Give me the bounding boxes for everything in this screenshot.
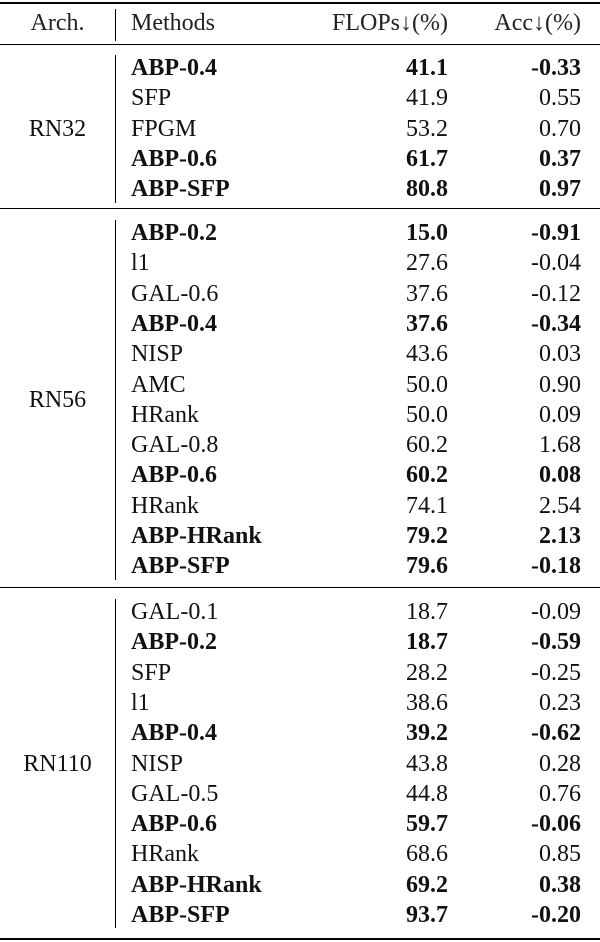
- flops-cell: 41.1: [406, 55, 448, 81]
- flops-cell: 79.2: [406, 523, 448, 549]
- method-cell: ABP-0.4: [131, 55, 217, 81]
- method-cell: HRank: [131, 841, 199, 868]
- flops-cell: 38.6: [406, 689, 448, 716]
- arch-label: RN56: [28, 386, 87, 413]
- acc-cell: 0.85: [539, 841, 581, 868]
- acc-cell: -0.12: [531, 280, 581, 307]
- flops-cell: 43.6: [406, 341, 448, 368]
- top-rule: [0, 2, 600, 4]
- method-cell: ABP-SFP: [131, 553, 230, 580]
- header-rule: [0, 44, 600, 45]
- flops-cell: 39.2: [406, 720, 448, 747]
- method-cell: ABP-0.4: [131, 310, 217, 337]
- header-arch: Arch.: [30, 10, 85, 36]
- flops-cell: 15.0: [406, 220, 448, 246]
- acc-cell: 2.13: [539, 523, 581, 549]
- acc-cell: 0.23: [539, 689, 581, 716]
- acc-cell: -0.34: [531, 310, 581, 337]
- method-cell: ABP-0.6: [131, 145, 217, 172]
- acc-cell: -0.04: [531, 250, 581, 277]
- flops-cell: 61.7: [406, 145, 448, 172]
- group-separator-rule: [0, 208, 600, 209]
- flops-cell: 50.0: [406, 401, 448, 428]
- acc-cell: 0.37: [539, 145, 581, 172]
- flops-cell: 60.2: [406, 432, 448, 459]
- header-flops: FLOPs↓(%): [331, 10, 448, 36]
- method-cell: NISP: [131, 341, 184, 368]
- method-cell: AMC: [131, 371, 186, 398]
- acc-cell: -0.62: [531, 720, 581, 747]
- method-cell: l1: [131, 250, 150, 277]
- flops-cell: 69.2: [406, 871, 448, 898]
- acc-cell: 2.54: [539, 492, 581, 519]
- acc-cell: -0.25: [531, 659, 581, 686]
- flops-cell: 37.6: [406, 310, 448, 337]
- acc-cell: -0.09: [531, 599, 581, 625]
- method-cell: GAL-0.5: [131, 780, 219, 807]
- acc-cell: 0.90: [539, 371, 581, 398]
- method-cell: GAL-0.1: [131, 599, 219, 625]
- method-cell: l1: [131, 689, 150, 716]
- method-cell: ABP-0.6: [131, 811, 217, 838]
- acc-cell: -0.18: [531, 553, 581, 580]
- group-separator-rule: [0, 587, 600, 588]
- acc-cell: 0.28: [539, 750, 581, 777]
- flops-cell: 60.2: [406, 462, 448, 489]
- header-acc: Acc↓(%): [494, 10, 581, 36]
- flops-cell: 50.0: [406, 371, 448, 398]
- acc-cell: 1.68: [539, 432, 581, 459]
- method-cell: ABP-SFP: [131, 176, 230, 203]
- method-cell: GAL-0.6: [131, 280, 219, 307]
- acc-cell: 0.03: [539, 341, 581, 368]
- group-divider: [115, 55, 116, 203]
- acc-cell: 0.76: [539, 780, 581, 807]
- bottom-rule: [0, 938, 600, 940]
- acc-cell: 0.55: [539, 85, 581, 112]
- method-cell: NISP: [131, 750, 184, 777]
- flops-cell: 27.6: [406, 250, 448, 277]
- acc-cell: 0.09: [539, 401, 581, 428]
- acc-cell: 0.08: [539, 462, 581, 489]
- method-cell: SFP: [131, 85, 172, 112]
- flops-cell: 59.7: [406, 811, 448, 838]
- flops-cell: 79.6: [406, 553, 448, 580]
- method-cell: ABP-0.4: [131, 720, 217, 747]
- acc-cell: 0.70: [539, 115, 581, 142]
- acc-cell: -0.59: [531, 629, 581, 656]
- method-cell: ABP-HRank: [131, 523, 262, 549]
- flops-cell: 53.2: [406, 115, 448, 142]
- method-cell: ABP-HRank: [131, 871, 262, 898]
- flops-cell: 80.8: [406, 176, 448, 203]
- flops-cell: 74.1: [406, 492, 448, 519]
- header-methods: Methods: [131, 10, 215, 36]
- flops-cell: 44.8: [406, 780, 448, 807]
- acc-cell: -0.33: [531, 55, 581, 81]
- method-cell: GAL-0.8: [131, 432, 219, 459]
- method-cell: ABP-SFP: [131, 902, 230, 928]
- method-cell: HRank: [131, 401, 199, 428]
- arch-label: RN110: [23, 750, 92, 777]
- acc-cell: 0.97: [539, 176, 581, 203]
- acc-cell: -0.91: [531, 220, 581, 246]
- method-cell: ABP-0.2: [131, 629, 217, 656]
- header-divider: [115, 9, 116, 41]
- flops-cell: 18.7: [406, 629, 448, 656]
- flops-cell: 43.8: [406, 750, 448, 777]
- flops-cell: 68.6: [406, 841, 448, 868]
- flops-cell: 18.7: [406, 599, 448, 625]
- acc-cell: -0.20: [531, 902, 581, 928]
- flops-cell: 28.2: [406, 659, 448, 686]
- acc-cell: -0.06: [531, 811, 581, 838]
- arch-label: RN32: [28, 115, 87, 142]
- group-divider: [115, 599, 116, 928]
- method-cell: ABP-0.6: [131, 462, 217, 489]
- method-cell: ABP-0.2: [131, 220, 217, 246]
- acc-cell: 0.38: [539, 871, 581, 898]
- flops-cell: 41.9: [406, 85, 448, 112]
- flops-cell: 93.7: [406, 902, 448, 928]
- method-cell: HRank: [131, 492, 199, 519]
- group-divider: [115, 220, 116, 580]
- method-cell: FPGM: [131, 115, 197, 142]
- method-cell: SFP: [131, 659, 172, 686]
- flops-cell: 37.6: [406, 280, 448, 307]
